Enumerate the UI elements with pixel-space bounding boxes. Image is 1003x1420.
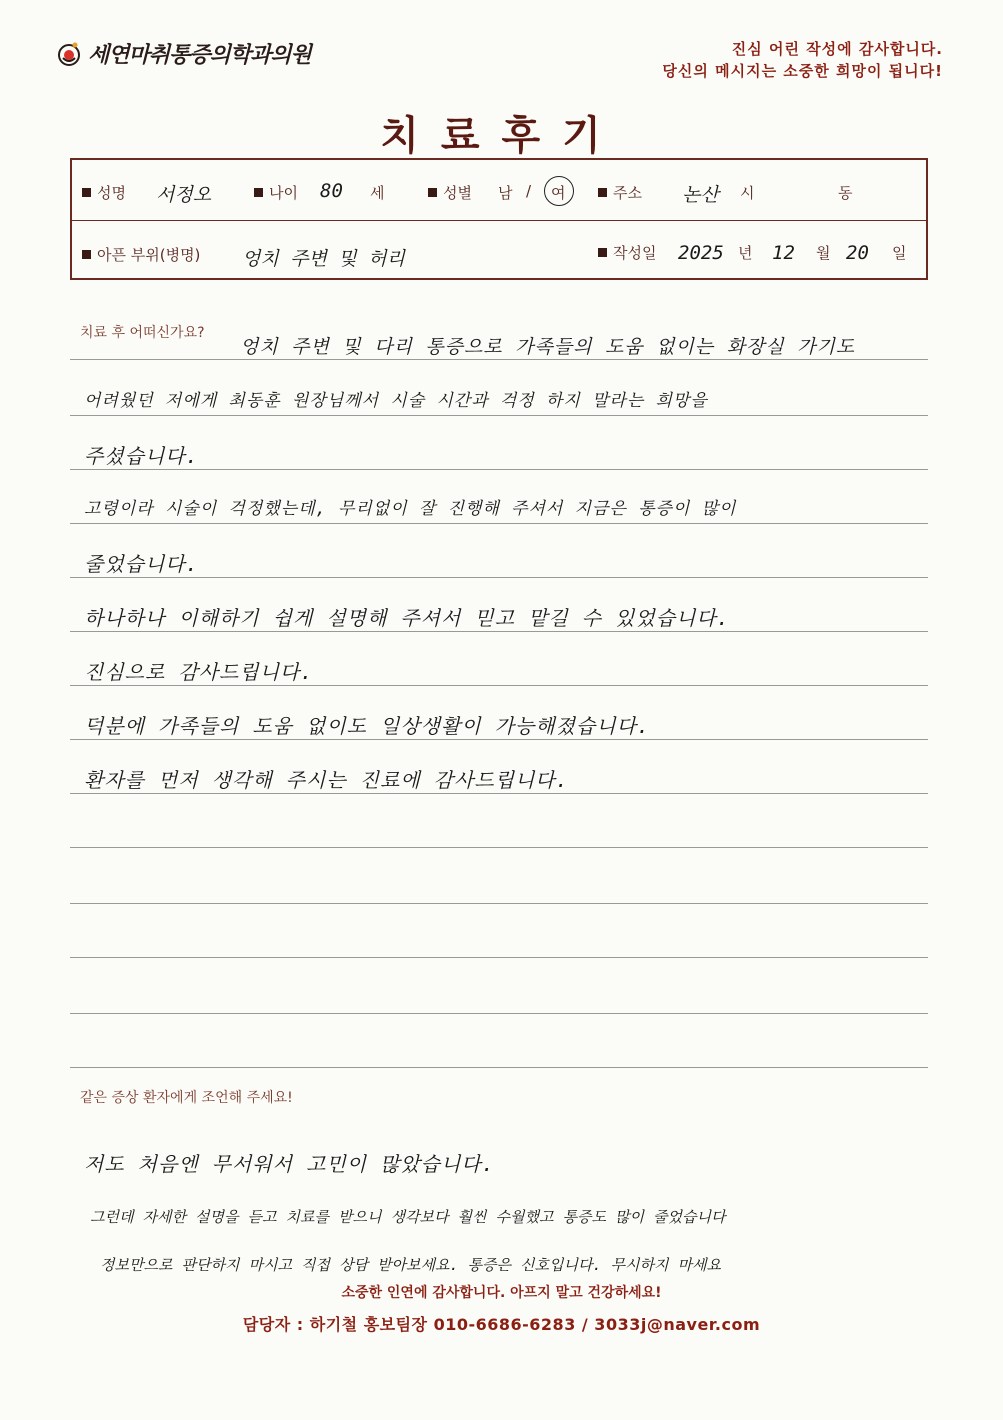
ruled-line (70, 793, 928, 794)
thanks-line-2: 당신의 메시지는 소중한 희망이 됩니다! (662, 62, 943, 80)
after-treatment-line[interactable]: 주셨습니다. (84, 444, 199, 468)
pain-area-value[interactable]: 엉치 주변 및 허리 (242, 248, 405, 270)
ruled-line (70, 415, 928, 416)
clinic-name: 세연마취통증의학과의원 (88, 42, 311, 68)
ruled-line (70, 739, 928, 740)
gender-male-option[interactable]: 남 (498, 184, 513, 202)
age-value[interactable]: 80 (320, 180, 343, 202)
logo-smile-icon (56, 41, 82, 67)
ruled-line (70, 1067, 928, 1068)
advice-label: 같은 증상 환자에게 조언해 주세요! (80, 1090, 293, 1106)
name-value[interactable]: 서정오 (156, 184, 212, 206)
ruled-line (70, 469, 928, 470)
ruled-line (70, 359, 928, 360)
address-city-value[interactable]: 논산 (682, 184, 719, 206)
ruled-line (70, 903, 928, 904)
age-unit: 세 (370, 184, 385, 202)
date-month-value[interactable]: 12 (772, 242, 795, 264)
date-year-unit: 년 (738, 244, 753, 262)
after-treatment-line[interactable]: 진심으로 감사드립니다. (84, 660, 314, 684)
date-day-value[interactable]: 20 (846, 242, 869, 264)
date-day-unit: 일 (892, 244, 907, 262)
age-label: 나이 (254, 182, 298, 203)
info-divider (72, 220, 926, 221)
date-label: 작성일 (598, 242, 656, 263)
date-year-value[interactable]: 2025 (678, 242, 724, 264)
after-treatment-line[interactable]: 엉치 주변 및 다리 통증으로 가족들의 도움 없이는 화장실 가기도 (240, 336, 856, 358)
after-treatment-line[interactable]: 어려웠던 저에게 최동훈 원장님께서 시술 시간과 걱정 하지 말라는 희망을 (84, 391, 708, 411)
date-month-unit: 월 (816, 244, 831, 262)
ruled-line (70, 957, 928, 958)
after-treatment-label: 치료 후 어떠신가요? (80, 325, 205, 341)
pain-area-label: 아픈 부위(병명) (82, 244, 200, 265)
after-treatment-line[interactable]: 환자를 먼저 생각해 주시는 진료에 감사드립니다. (84, 768, 569, 792)
ruled-line (70, 523, 928, 524)
advice-line[interactable]: 저도 처음엔 무서워서 고민이 많았습니다. (84, 1152, 495, 1176)
thanks-message (662, 38, 943, 82)
ruled-line (70, 847, 928, 848)
after-treatment-line[interactable]: 하나하나 이해하기 쉽게 설명해 주셔서 믿고 맡길 수 있었습니다. (84, 606, 730, 630)
after-treatment-line[interactable]: 줄었습니다. (84, 552, 199, 576)
address-dong-unit: 동 (838, 184, 853, 202)
thanks-line-1: 진심 어린 작성에 감사합니다. (731, 40, 943, 58)
after-treatment-line[interactable]: 덕분에 가족들의 도움 없이도 일상생활이 가능해졌습니다. (84, 714, 650, 738)
ruled-line (70, 1013, 928, 1014)
ruled-line (70, 631, 928, 632)
gender-label: 성별 (428, 182, 472, 203)
clinic-logo (56, 38, 311, 69)
advice-line[interactable]: 그런데 자세한 설명을 듣고 치료를 받으니 생각보다 훨씬 수월했고 통증도 많이 줄었습니다 (90, 1208, 726, 1226)
footer-thanks: 소중한 인연에 감사합니다. 아프지 말고 건강하세요! (341, 1285, 662, 1301)
after-treatment-line[interactable]: 고령이라 시술이 걱정했는데, 무리없이 잘 진행해 주셔서 지금은 통증이 많이 (84, 499, 737, 519)
name-label: 성명 (82, 182, 126, 203)
gender-separator: / (526, 182, 532, 200)
gender-female-option[interactable]: 여 (551, 184, 566, 202)
ruled-line (70, 685, 928, 686)
advice-line[interactable]: 정보만으로 판단하지 마시고 직접 상담 받아보세요. 통증은 신호입니다. 무시하지 마세요 (100, 1256, 721, 1274)
ruled-line (70, 577, 928, 578)
address-label: 주소 (598, 182, 642, 203)
address-city-unit: 시 (740, 184, 755, 202)
footer-contact: 담당자 : 하기철 홍보팀장 010-6686-6283 / 3033j@naver.com (242, 1315, 761, 1334)
page-title: 치료후기 (380, 113, 623, 159)
